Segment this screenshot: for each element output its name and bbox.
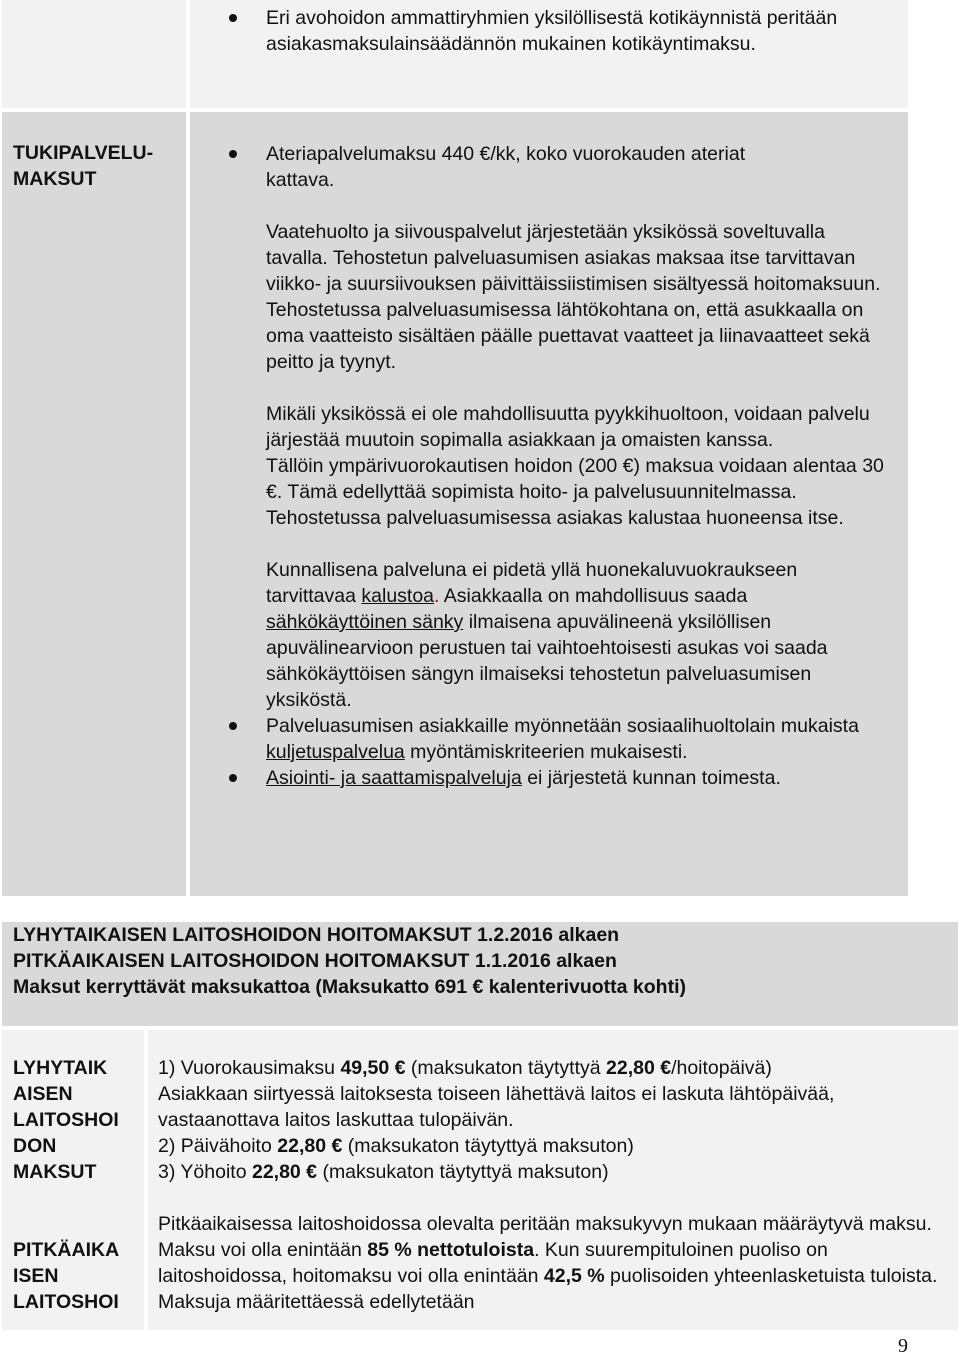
fee-line: Asiakkaan siirtyessä laitoksesta toiseen lähettävä laitos ei laskuta lähtöpäivää, vastaanottava laitos laskuttaa tulopäivän. — [158, 1083, 835, 1131]
bullet-icon — [229, 14, 237, 22]
list-item: Asiointi- ja saattamispalveluja ei järjestetä kunnan toimesta. — [266, 765, 888, 791]
paragraph: Vaatehuolto ja siivouspalvelut järjestetään yksikössä soveltuvalla tavalla. Tehostetun palveluasumisen asiakas maksaa itse tarvittavan viikko- ja suursiivouksen päivittäissiistimisen sisältyessä hoitomaksuun. Tehostetussa palveluasumisessa lähtökohtana on, että asukkaalla on oma vaatteisto sisältäen päälle puettavat vaatteet ja liinavaatteet sekä peitto ja tyynyt. — [266, 221, 881, 373]
link-sahkokayttoinen-sanky[interactable]: sähkökäyttöinen sänky — [266, 611, 464, 633]
tukipalvelu-content-cell — [190, 112, 908, 896]
header-line: LYHYTAIKAISEN LAITOSHOIDON HOITOMAKSUT 1.2.2016 alkaen — [13, 924, 620, 946]
section-header — [2, 922, 958, 1026]
bullet-icon — [229, 722, 237, 730]
lyhytaikainen-label: LYHYTAIK AISEN LAITOSHOI DON MAKSUT — [13, 1057, 119, 1183]
link-asiointi[interactable]: Asiointi- ja saattamispalveluja — [266, 767, 522, 789]
top-row-label-cell — [2, 0, 186, 108]
paragraph: Tällöin ympärivuorokautisen hoidon (200 €) maksua voidaan alentaa 30 €. Tämä edellyttää sopimista hoito- ja palvelusuunnitelmassa. Tehostetussa palveluasumisessa asiakas kalustaa huoneensa itse. — [266, 455, 884, 529]
pitkaaikainen-label: PITKÄAIKA ISEN LAITOSHOI — [13, 1239, 120, 1313]
paragraph: Mikäli yksikössä ei ole mahdollisuutta pyykkihuoltoon, voidaan palvelu järjestää muutoin sopimalla asiakkaan ja omaisten kanssa. — [266, 403, 870, 451]
paragraph: Kunnallisena palveluna ei pidetä yllä huonekaluvuokraukseen tarvittavaa kalustoa. Asiakkaalla on mahdollisuus saada sähkökäyttöinen sänky ilmaisena apuvälineenä yksilöllisen apuvälinearvioon perustuen tai vaihtoehtoisesti asukas voi saada sähkökäyttöisen sängyn ilmaiseksi tehostetun palveluasumisen yksiköstä. — [266, 559, 828, 711]
bullet-icon — [229, 774, 237, 782]
fee-label-cell — [2, 1030, 144, 1330]
bullet-icon — [229, 150, 237, 158]
header-line: Maksut kerryttävät maksukattoa (Maksukatto 691 € kalenterivuotta kohti) — [13, 976, 686, 998]
page-number: 9 — [898, 1335, 908, 1357]
tukipalvelu-label-cell — [2, 112, 186, 896]
top-row-content-cell — [190, 0, 908, 108]
link-kuljetuspalvelua[interactable]: kuljetuspalvelua — [266, 741, 405, 763]
pitkaaikainen-text: Pitkäaikaisessa laitoshoidossa olevalta peritään maksukyvyn mukaan määräytyvä maksu. Maksu voi olla enintään 85 % nettotuloista. Kun suurempituloinen puoliso on laitoshoidossa, hoitomaksu voi olla enintään 42,5 % puolisoiden yhteenlasketuista tuloista. Maksuja määritettäessä edellytetään — [158, 1213, 938, 1313]
list-item: Ateriapalvelumaksu 440 €/kk, koko vuorokauden ateriat kattava. — [266, 141, 888, 193]
list-item: Palveluasumisen asiakkaille myönnetään sosiaalihuoltolain mukaista kuljetuspalvelua myöntämiskriteerien mukaisesti. — [266, 713, 888, 765]
header-line: PITKÄAIKAISEN LAITOSHOIDON HOITOMAKSUT 1.1.2016 alkaen — [13, 950, 617, 972]
fee-content-cell — [148, 1030, 958, 1330]
fee-line: 2) Päivähoito 22,80 € (maksukaton täytyttyä maksuton) — [158, 1135, 634, 1157]
link-kalustoa[interactable]: kalustoa — [361, 585, 435, 607]
fee-line: 3) Yöhoito 22,80 € (maksukaton täytyttyä maksuton) — [158, 1161, 609, 1183]
list-item: Eri avohoidon ammattiryhmien yksilöllisestä kotikäynnistä peritään asiakasmaksulainsäädännön mukainen kotikäyntimaksu. — [266, 5, 888, 57]
fee-line: 1) Vuorokausimaksu 49,50 € (maksukaton täytyttyä 22,80 €/hoitopäivä) — [158, 1057, 772, 1079]
tukipalvelu-label: TUKIPALVELU- MAKSUT — [13, 142, 154, 190]
